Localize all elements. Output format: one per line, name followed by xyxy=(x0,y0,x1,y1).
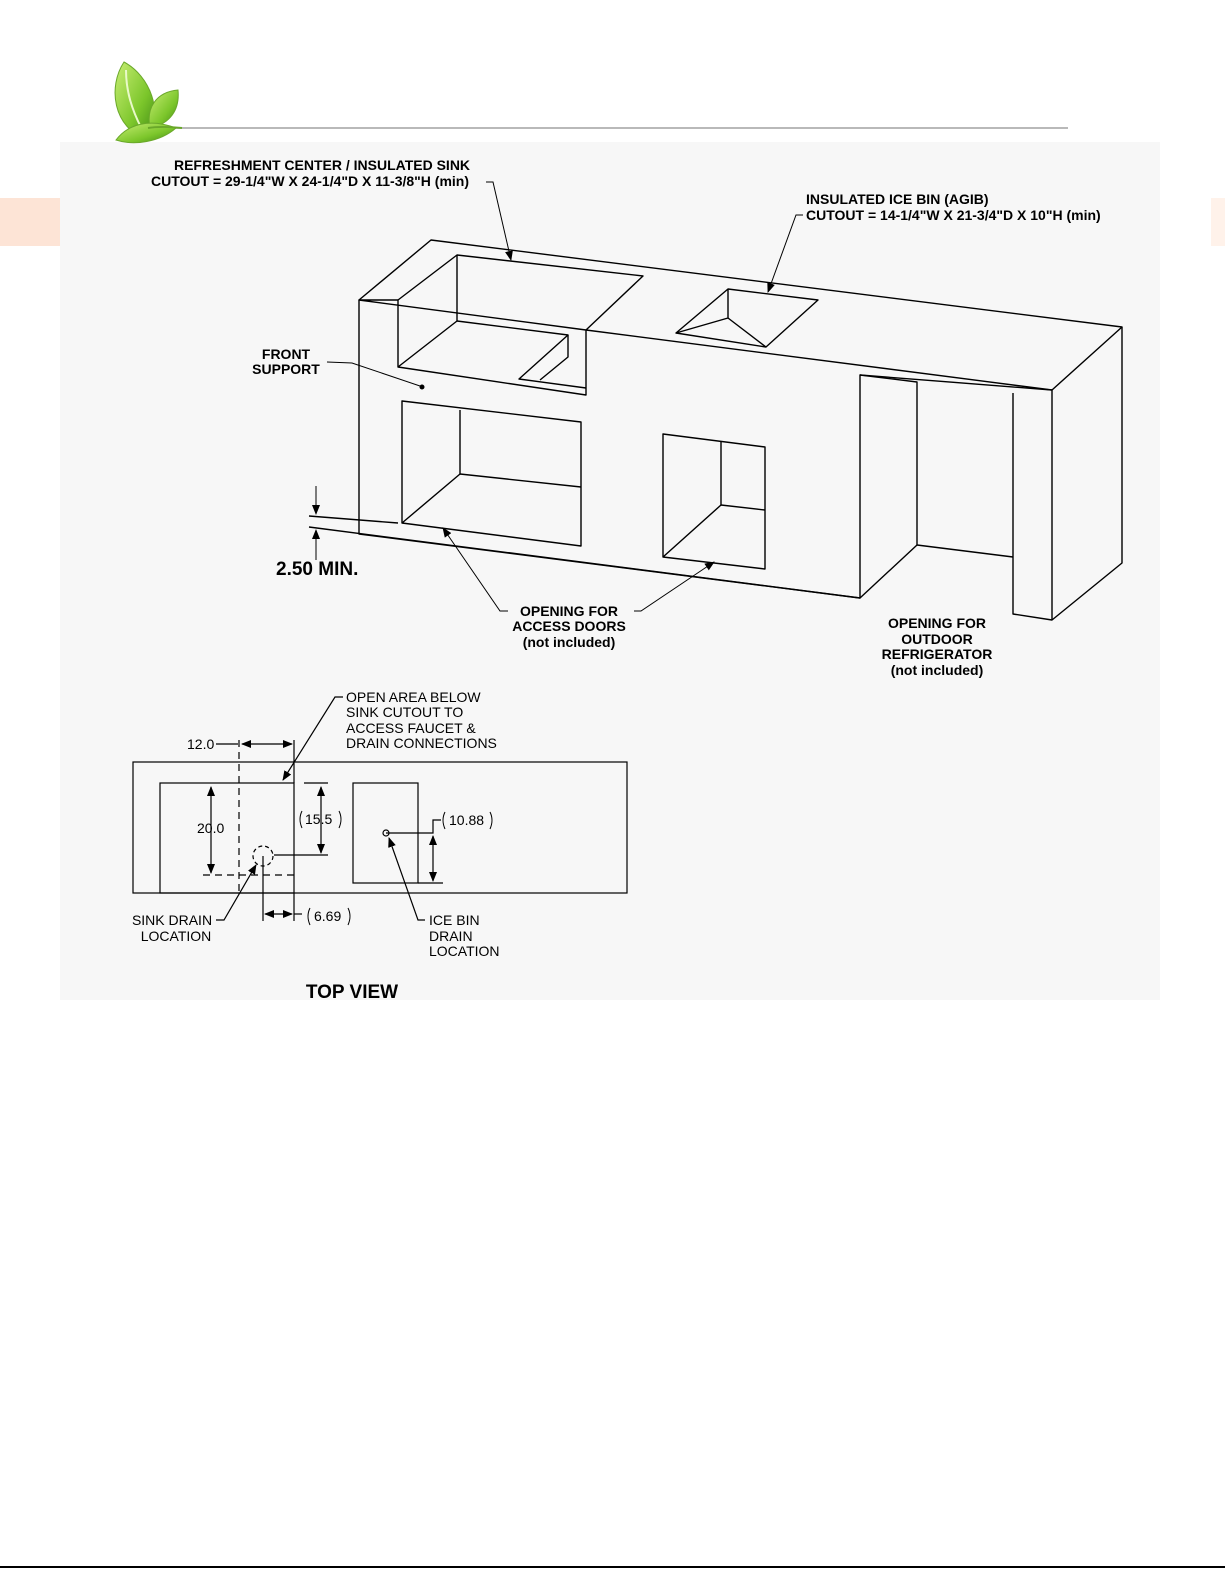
dim-width-label: 12.0 xyxy=(187,736,215,752)
icebin-cutout xyxy=(676,289,818,347)
icebin-label-1: INSULATED ICE BIN (AGIB) xyxy=(806,191,989,207)
icebin-drain-label-2: DRAIN xyxy=(429,928,473,944)
fridge-label-1: OPENING FOR xyxy=(887,615,987,631)
top-view-title: TOP VIEW xyxy=(305,982,399,1003)
dim-drain-offset-label: 6.69 xyxy=(314,908,342,924)
dim-icebin-drain-label: 10.88 xyxy=(449,812,485,828)
iso-labels xyxy=(151,157,1101,678)
iso-leaders xyxy=(316,182,803,611)
dim-depth-label: 20.0 xyxy=(197,820,225,836)
front-support-label-1: FRONT xyxy=(261,346,311,362)
island-front-face xyxy=(359,300,586,395)
access-label-1: OPENING FOR xyxy=(519,603,619,619)
min-clearance-label: 2.50 MIN. xyxy=(276,559,359,580)
open-area-label-3: ACCESS FAUCET & xyxy=(346,720,476,736)
fridge-label-3: REFRIGERATOR xyxy=(881,646,993,662)
leaf-logo-icon xyxy=(115,62,182,143)
fridge-label-2: OUTDOOR xyxy=(901,631,973,647)
top-view-sink-cutout xyxy=(160,783,294,893)
access-opening-left xyxy=(402,401,581,546)
fridge-opening xyxy=(860,375,1013,557)
fridge-label-4: (not included) xyxy=(890,662,984,678)
top-view-labels xyxy=(132,689,500,1003)
sink-drain-label-1: SINK DRAIN xyxy=(131,912,213,928)
refreshment-label-2: CUTOUT = 29-1/4"W X 24-1/4"D X 11-3/8"H (min) xyxy=(150,173,470,189)
open-area-label-2: SINK CUTOUT TO xyxy=(346,704,464,720)
icebin-label-2: CUTOUT = 14-1/4"W X 21-3/4"D X 10"H (min) xyxy=(806,207,1101,223)
access-label-3: (not included) xyxy=(522,634,616,650)
dim-drain-depth-label: 15.5 xyxy=(305,811,333,827)
open-area-label-1: OPEN AREA BELOW xyxy=(346,689,481,705)
open-area-label-4: DRAIN CONNECTIONS xyxy=(346,735,497,751)
access-label-2: ACCESS DOORS xyxy=(512,618,626,634)
icebin-drain-label-3: LOCATION xyxy=(429,943,500,959)
isometric-island xyxy=(309,240,1122,620)
access-opening-right xyxy=(663,434,765,569)
sink-drain-label-2: LOCATION xyxy=(140,928,212,944)
refreshment-label-1: REFRESHMENT CENTER / INSULATED SINK xyxy=(173,157,471,173)
front-support-label-2: SUPPORT xyxy=(252,361,320,377)
icebin-drain-label-1: ICE BIN xyxy=(429,912,480,928)
